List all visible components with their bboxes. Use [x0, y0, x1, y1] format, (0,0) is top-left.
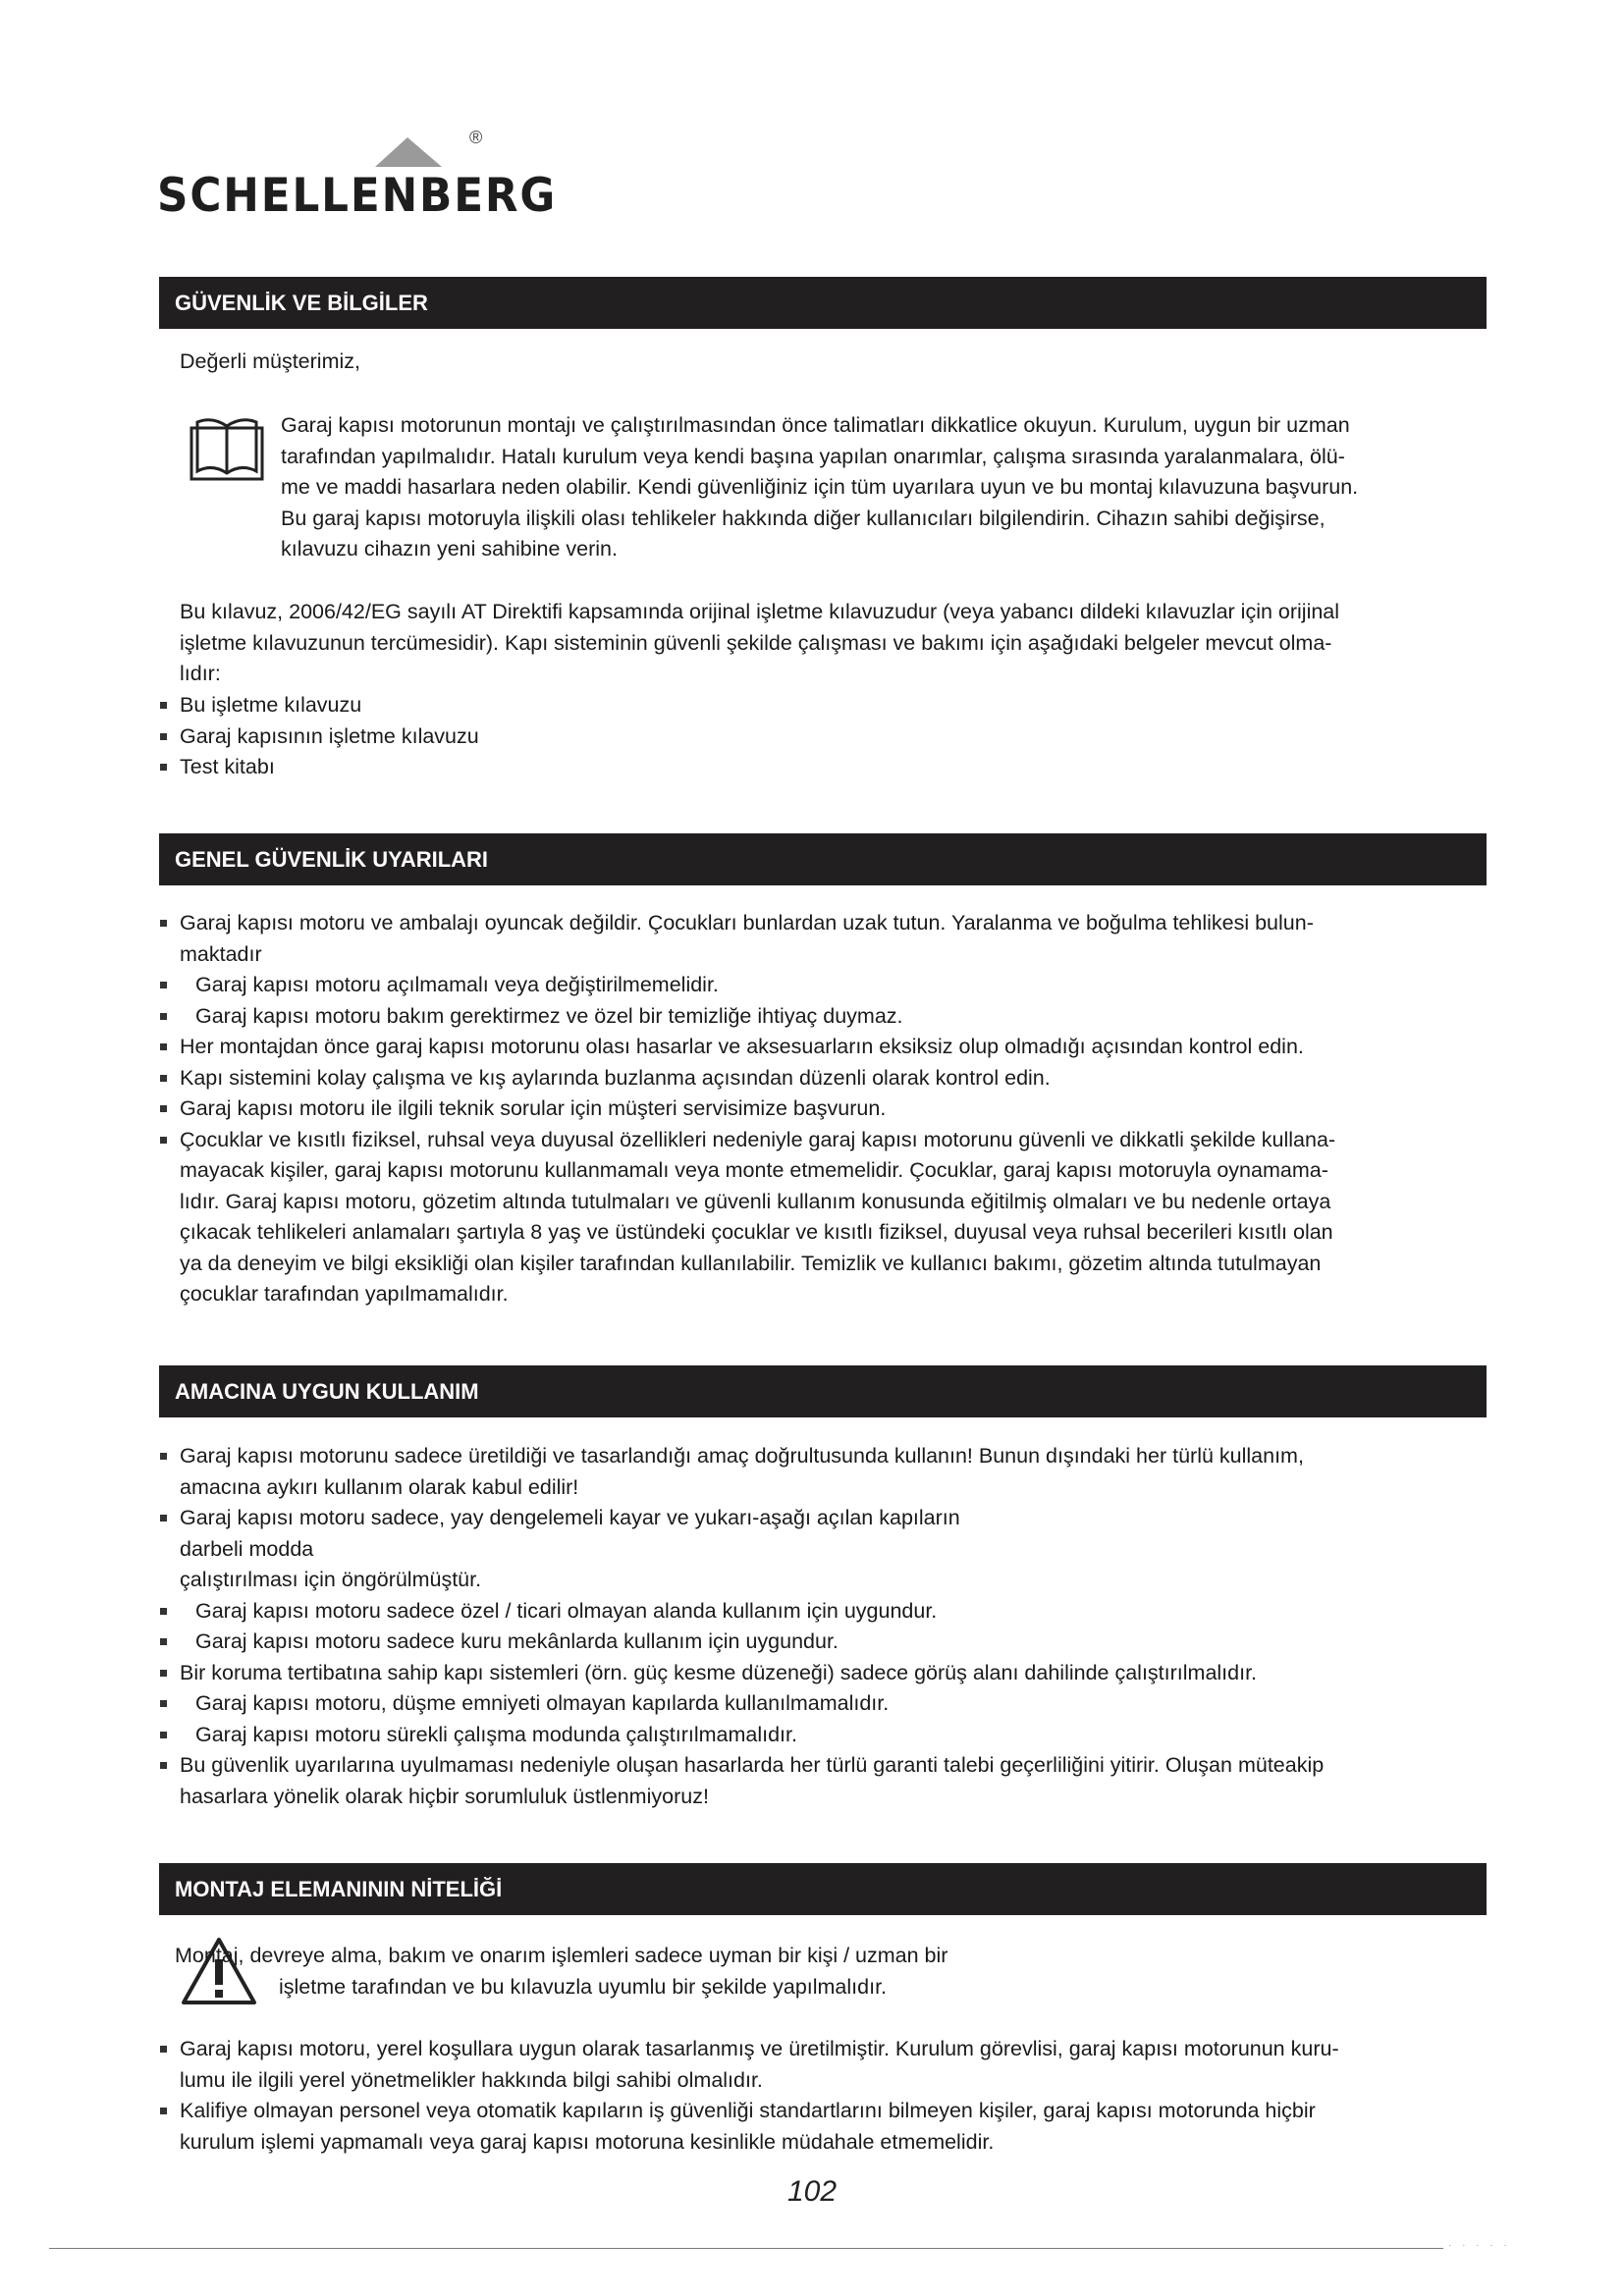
list-item-line: Bu güvenlik uyarılarına uyulmaması nedeniyle oluşan hasarlarda her türlü garanti talebi geçerliliğini yitirir. Oluşan müteakip — [180, 1753, 1325, 1777]
footer-dots: · · · · · — [1448, 2240, 1511, 2251]
list-item — [160, 2096, 1486, 2158]
list-item: Test kitabı — [160, 752, 479, 783]
list-item — [160, 1596, 1486, 1628]
list-item-line: çıkacak tehlikeleri anlamaları şartıyla 8 yaş ve üstündeki çocuklar ve kısıtlı fiziksel, duyusal veya ruhsal becerileri kısıtlı olan — [180, 1220, 1333, 1244]
list-item — [160, 1688, 1486, 1720]
brand-logo — [157, 128, 558, 226]
registered-mark: ® — [469, 128, 483, 147]
list-item-line: Garaj kapısı motoru ve ambalajı oyuncak değildir. Çocukları bunlardan uzak tutun. Yaralanma ve boğulma tehlikesi bulun- — [180, 911, 1314, 934]
section-title-qualification: MONTAJ ELEMANININ NİTELİĞİ — [159, 1863, 1487, 1915]
list-item-line: ya da deneyim ve bilgi eksikliği olan kişiler tarafından kullanılabilir. Temizlik ve kullanıcı bakımı, gözetim altında tutulmayan — [180, 1251, 1322, 1275]
list-item — [160, 1750, 1486, 1812]
list-item-line: çalıştırılması için öngörülmüştür. — [180, 1568, 482, 1591]
list-item-line: mayacak kişiler, garaj kapısı motorunu kullanmamalı veya monte etmemelidir. Çocuklar, garaj kapısı motoruyla oynamama- — [180, 1158, 1328, 1182]
list-item-line: Kapı sistemini kolay çalışma ve kış aylarında buzlanma açısından düzenli olarak kontrol edin. — [180, 1065, 1051, 1090]
list-item-line: Garaj kapısı motoru sadece, yay dengelemeli kayar ve yukarı-aşağı açılan kapıların — [180, 1506, 960, 1529]
list-item-line: Garaj kapısı motoru sadece kuru mekânlarda kullanım için uygundur. — [195, 1629, 839, 1653]
list-item-line: Bir koruma tertibatına sahip kapı sistemleri (örn. güç kesme düzeneği) sadece görüş alanı dahilinde çalıştırılmalıdır. — [180, 1660, 1258, 1684]
greeting: Değerli müşterimiz, — [180, 349, 360, 373]
book-icon — [188, 414, 266, 483]
list-item — [160, 1658, 1486, 1689]
list-item-line: lumu ile ilgili yerel yönetmelikler hakkında bilgi sahibi olmalıdır. — [180, 2067, 763, 2092]
list-item-line: Garaj kapısı motorunu sadece üretildiği ve tasarlandığı amaç doğrultusunda kullanın! Bunun dışındaki her türlü kullanım, — [180, 1444, 1304, 1468]
list-item-line: hasarlara yönelik olarak hiçbir sorumluluk üstlenmiyoruz! — [180, 1784, 709, 1808]
list-item — [160, 1503, 1486, 1596]
list-item-line: amacına aykırı kullanım olarak kabul edilir! — [180, 1474, 579, 1499]
list-item-line: çocuklar tarafından yapılmamalıdır. — [180, 1282, 509, 1306]
list-item — [160, 1441, 1486, 1503]
list-item-line: Garaj kapısı motoru açılmamalı veya değiştirilmemelidir. — [195, 973, 719, 996]
list-item — [160, 1063, 1486, 1095]
list-item — [160, 1720, 1486, 1751]
list-item-line: Her montajdan önce garaj kapısı motorunu olası hasarlar ve aksesuarların eksiksiz olup olmadığı açısından kontrol edin. — [180, 1035, 1304, 1058]
list-item-line: lıdır. Garaj kapısı motoru, gözetim altında tutulmaları ve güvenli kullanım konusunda eğitilmiş olmaları ve bu nedenle ortaya — [180, 1189, 1331, 1213]
qualification-list — [160, 2034, 1486, 2158]
list-item — [160, 1094, 1486, 1125]
brand-name: SCHELLENBERG — [157, 169, 558, 223]
general-list — [160, 908, 1486, 1310]
list-item-line: Garaj kapısı motoru, yerel koşullara uygun olarak tasarlanmış ve üretilmiştir. Kurulum görevlisi, garaj kapısı motorunun kuru- — [180, 2037, 1339, 2060]
list-item-line: maktadır — [180, 941, 262, 966]
list-item — [160, 908, 1486, 970]
list-item — [160, 1001, 1486, 1033]
list-item-line: kurulum işlemi yapmamalı veya garaj kapısı motoruna kesinlikle müdahale etmemelidir. — [180, 2129, 995, 2154]
footer-divider — [49, 2248, 1443, 2249]
list-item-line: darbeli modda — [180, 1536, 314, 1561]
list-item: Bu işletme kılavuzu — [160, 690, 479, 721]
intended-use-list — [160, 1441, 1486, 1812]
page-number: 102 — [786, 2175, 838, 2208]
list-item: Garaj kapısının işletme kılavuzu — [160, 721, 479, 753]
section-title-safety: GÜVENLİK VE BİLGİLER — [159, 277, 1487, 329]
list-item — [160, 970, 1486, 1001]
list-item-line: Garaj kapısı motoru sadece özel / ticari olmayan alanda kullanım için uygundur. — [195, 1598, 938, 1623]
list-item-line: Kalifiye olmayan personel veya otomatik kapıların iş güvenliği standartlarını bilmeyen kişiler, garaj kapısı motorunda hiçbir — [180, 2099, 1316, 2122]
list-item-line: Çocuklar ve kısıtlı fiziksel, ruhsal veya duyusal özellikleri nedeniyle garaj kapısı motorunu güvenli ve dikkatli şekilde kullana- — [180, 1127, 1336, 1151]
section-title-general: GENEL GÜVENLİK UYARILARI — [159, 833, 1487, 885]
list-item — [160, 1627, 1486, 1658]
list-item — [160, 2034, 1486, 2096]
list-item-line: Garaj kapısı motoru sürekli çalışma modunda çalıştırılmamalıdır. — [195, 1722, 797, 1746]
list-item — [160, 1032, 1486, 1063]
list-item — [160, 1125, 1486, 1310]
directive-paragraph: Bu kılavuz, 2006/42/EG sayılı AT Direktifi kapsamında orijinal işletme kılavuzudur (veya yabancı dildeki kılavuzlar için orijinal işletme kılavuzunun tercümesidir). Kapı sisteminin güvenli şekilde çalışması ve bakımı için aşağıdaki belgeler mevcut olma- lıdır: — [180, 600, 1340, 685]
list-item-line: Garaj kapısı motoru ile ilgili teknik sorular için müşteri servisimize başvurun. — [180, 1096, 887, 1120]
documents-list — [160, 690, 479, 783]
list-item-line: Garaj kapısı motoru bakım gerektirmez ve özel bir temizliğe ihtiyaç duymaz. — [195, 1003, 903, 1028]
intro-paragraph: Garaj kapısı motorunun montajı ve çalıştırılmasından önce talimatları dikkatlice okuyun. Kurulum, uygun bir uzman tarafından yapılmalıdır. Hatalı kurulum veya kendi başına yapılan onarımlar, çalışma sırasında yaralanmalara, ölü- me ve maddi hasarlara neden olabilir. Kendi güvenliğiniz için tüm uyarılara uyun ve bu montaj kılavuzuna başvurun. Bu garaj kapısı motoruyla ilişkili olası tehlikeler hakkında diğer kullanıcıları bilgilendirin. Cihazın sahibi değişirse, kılavuzu cihazın yeni sahibine verin. — [281, 413, 1359, 561]
section-title-intended-use: AMACINA UYGUN KULLANIM — [159, 1365, 1487, 1417]
qualification-warning: Montaj, devreye alma, bakım ve onarım işlemleri sadece uyman bir kişi / uzman bir işletme tarafından ve bu kılavuzla uyumlu bir şekilde yapılmalıdır. — [175, 1944, 948, 1999]
list-item-line: Garaj kapısı motoru, düşme emniyeti olmayan kapılarda kullanılmamalıdır. — [195, 1691, 890, 1715]
